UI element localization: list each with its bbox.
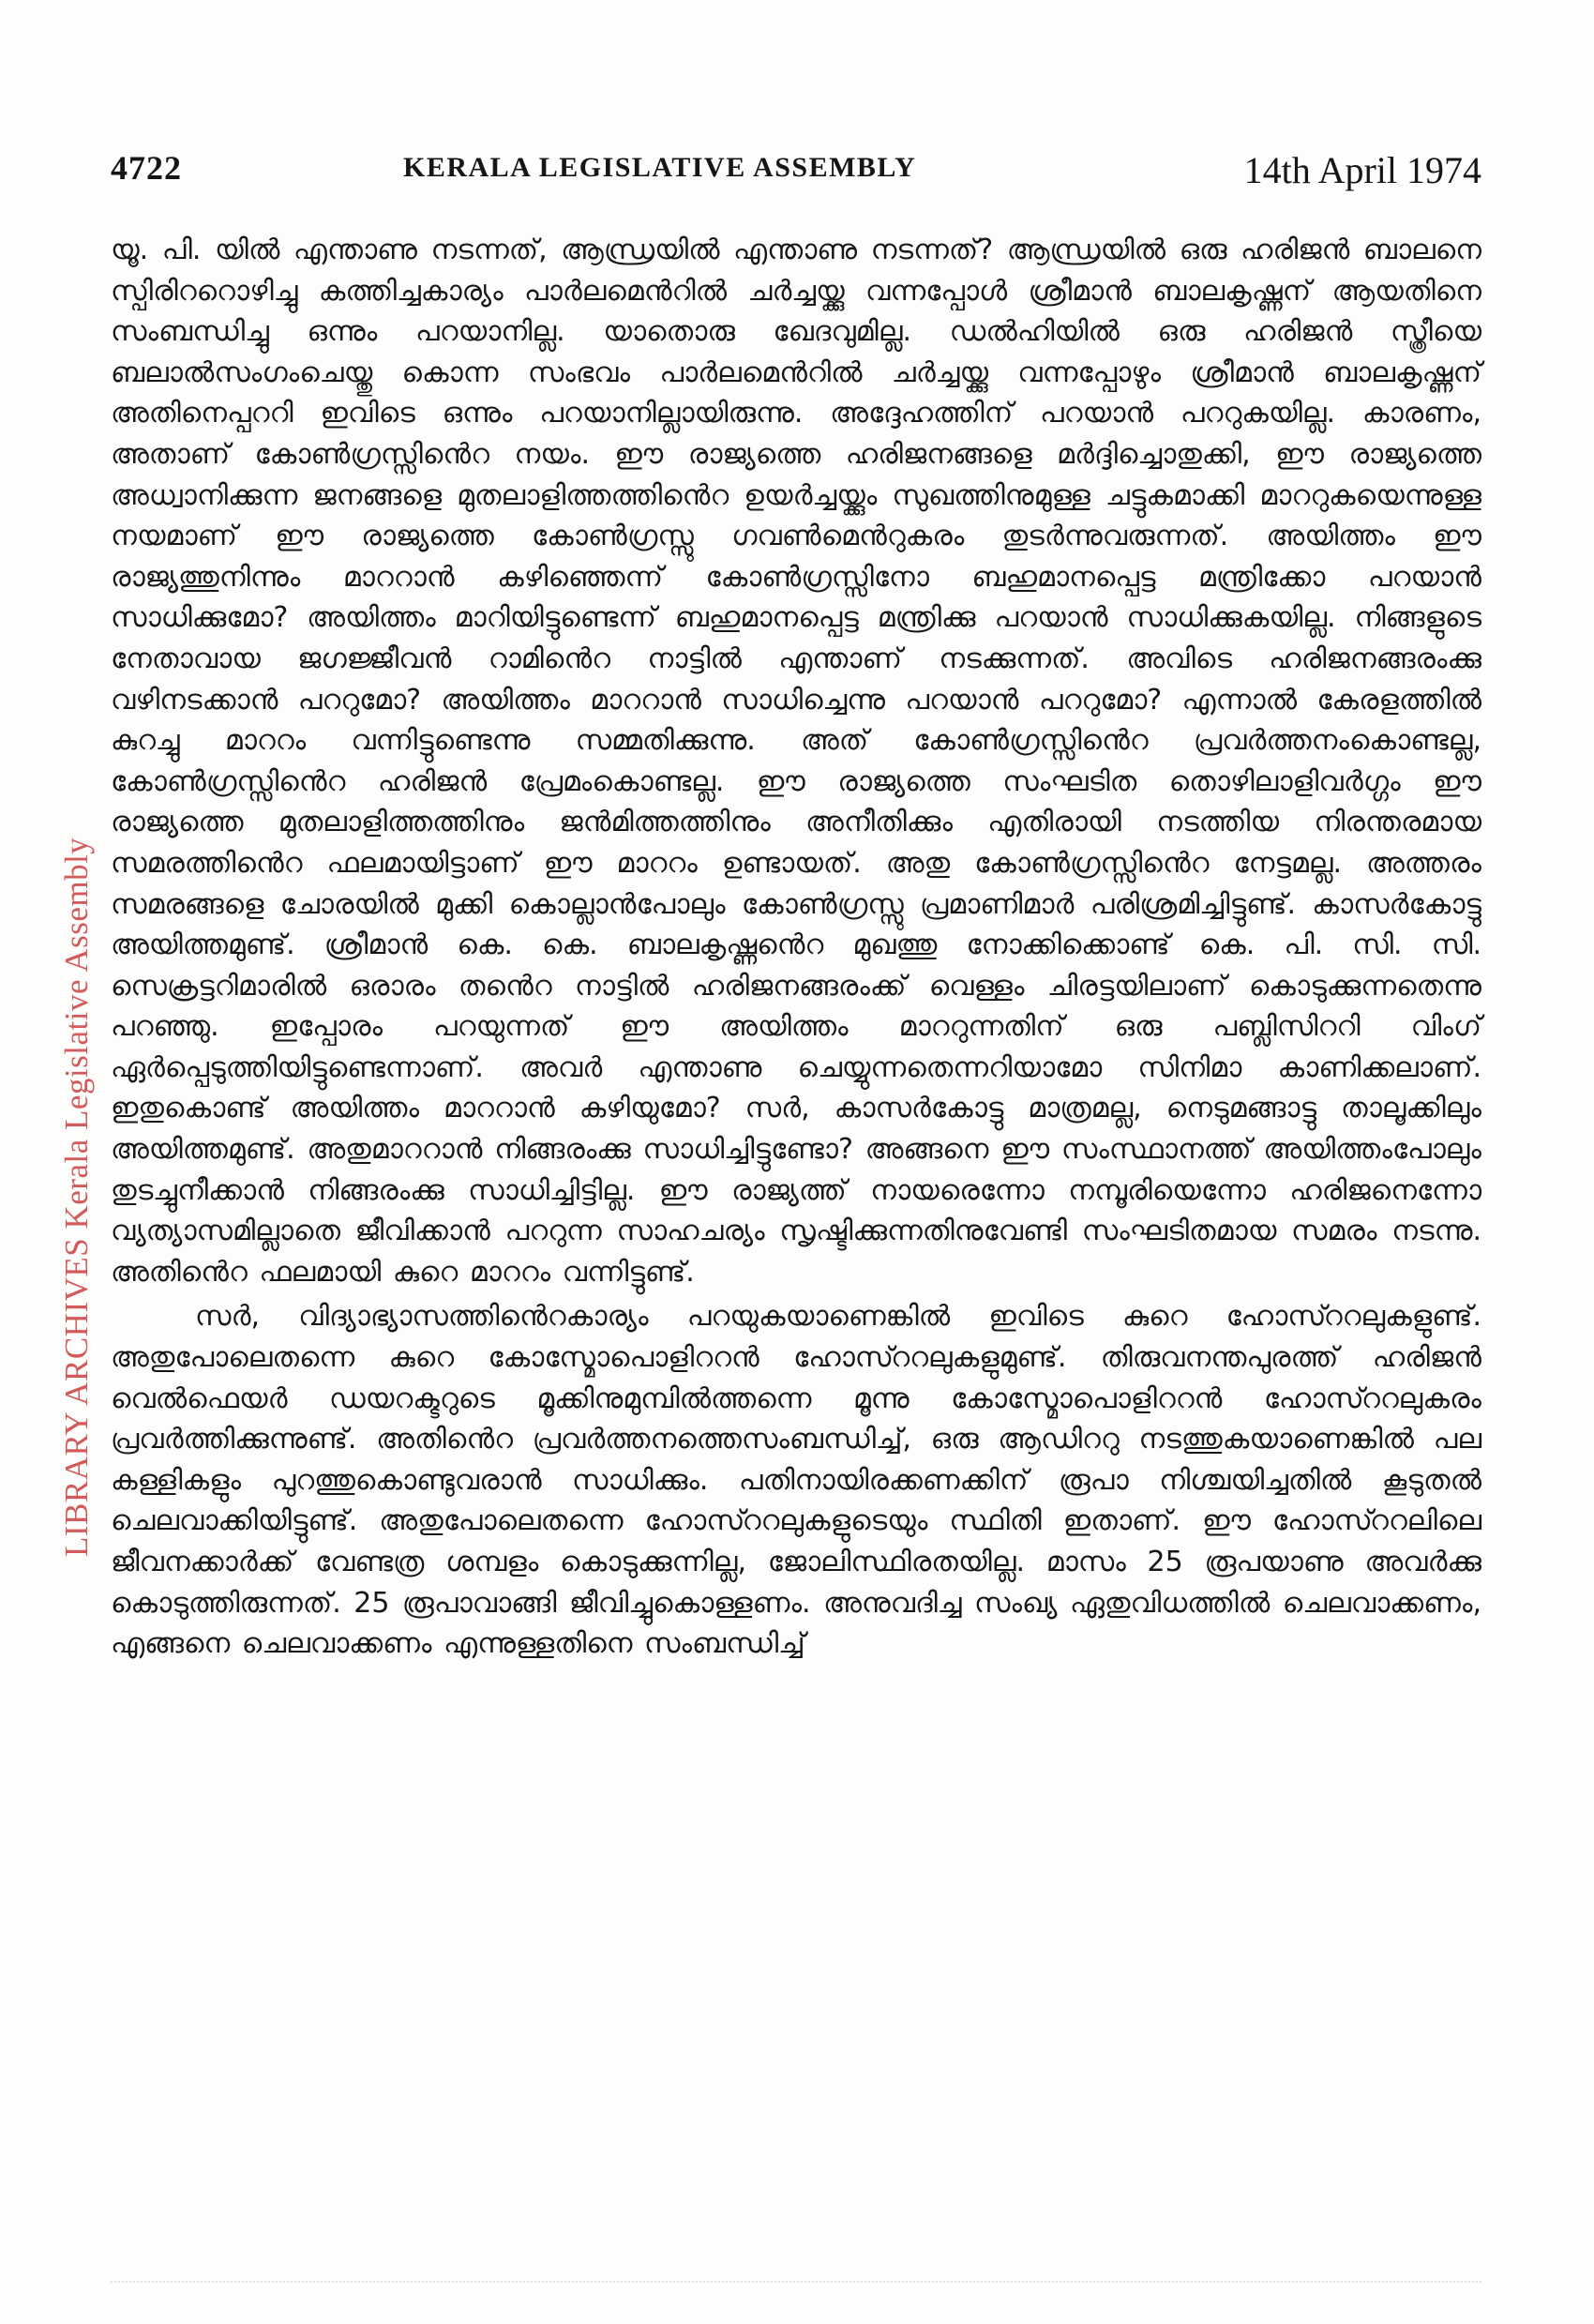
body-text: [111, 230, 1481, 1665]
page-header: [111, 148, 1481, 204]
scan-artifact-line: [111, 2281, 1481, 2301]
archive-watermark: LIBRARY ARCHIVES Kerala Legislative Assembly: [58, 837, 95, 1557]
paragraph-2: സർ, വിദ്യാഭ്യാസത്തിൻെറകാര്യം പറയുകയാണെങ്കിൽ ഇവിടെ കുറെ ഹോസ്ററലുകളുണ്ട്. അതുപോലെതന്നെ കുറെ കോസ്മോപൊളിററൻ ഹോസ്ററലുകളുമുണ്ട്. തിരുവനന്തപുരത്ത് ഹരിജൻ വെൽഫെയർ ഡയറക്ടറുടെ മൂക്കിനുമുമ്പിൽത്തന്നെ മൂന്നു കോസ്മോപൊളിററൻ ഹോസ്ററലുകരം പ്രവർത്തിക്കുന്നുണ്ട്. അതിൻെറ പ്രവർത്തനത്തെസംബന്ധിച്ച്, ഒരു ആഡിററു നടത്തുകയാണെങ്കിൽ പല കള്ളികളും പുറത്തുകൊണ്ടുവരാൻ സാധിക്കും. പതിനായിരക്കണക്കിന് രൂപാ നിശ്ചയിച്ചതിൽ കൂടുതൽ ചെലവാക്കിയിട്ടുണ്ട്. അതുപോലെതന്നെ ഹോസ്ററലുകളുടെയും സ്ഥിതി ഇതാണ്. ഈ ഹോസ്ററലിലെ ജീവനക്കാർക്ക് വേണ്ടത്ര ശമ്പളം കൊടുക്കുന്നില്ല, ജോലിസ്ഥിരതയില്ല. മാസം 25 രൂപയാണു അവർക്കു കൊടുത്തിരുന്നത്. 25 രൂപാവാങ്ങി ജീവിച്ചുകൊള്ളണം. അനുവദിച്ച സംഖ്യ ഏതുവിധത്തിൽ ചെലവാക്കണം, എങ്ങനെ ചെലവാക്കണം എന്നുള്ളതിനെ സംബന്ധിച്ച്: [111, 1300, 1481, 1661]
paragraph-1: യൂ. പി. യിൽ എന്താണു നടന്നത്, ആന്ധ്രയിൽ എന്താണു നടന്നത്? ആന്ധ്രയിൽ ഒരു ഹരിജൻ ബാലനെ സ്പിരിററൊഴിച്ചു കത്തിച്ചകാര്യം പാർലമെൻറിൽ ചർച്ചയ്ക്കു വന്നപ്പോൾ ശ്രീമാൻ ബാലകൃഷ്ണന് ആയതിനെ സംബന്ധിച്ചു ഒന്നും പറയാനില്ല. യാതൊരു ഖേദവുമില്ല. ഡൽഹിയിൽ ഒരു ഹരിജൻ സ്ത്രീയെ ബലാൽസംഗംചെയ്തു കൊന്ന സംഭവം പാർലമെൻറിൽ ചർച്ചയ്ക്കു വന്നപ്പോഴും ശ്രീമാൻ ബാലകൃഷ്ണന് അതിനെപ്പററി ഇവിടെ ഒന്നും പറയാനില്ലായിരുന്നു. അദ്ദേഹത്തിന് പറയാൻ പററുകയില്ല. കാരണം, അതാണ് കോൺഗ്രസ്സിൻെറ നയം. ഈ രാജ്യത്തെ ഹരിജനങ്ങളെ മർദ്ദിച്ചൊതുക്കി, ഈ രാജ്യത്തെ അധ്വാനിക്കുന്ന ജനങ്ങളെ മുതലാളിത്തത്തിൻെറ ഉയർച്ചയ്ക്കും സുഖത്തിനുമുള്ള ചട്ടുകമാക്കി മാററുകയെന്നുള്ള നയമാണ് ഈ രാജ്യത്തെ കോൺഗ്രസ്സു ഗവൺമെൻറുകരം തുടർന്നുവരുന്നത്. അയിത്തം ഈ രാജ്യത്തുനിന്നും മാററാൻ കഴിഞ്ഞെന്ന് കോൺഗ്രസ്സിനോ ബഹുമാനപ്പെട്ട മന്ത്രിക്കോ പറയാൻ സാധിക്കുമോ? അയിത്തം മാറിയിട്ടുണ്ടെന്ന് ബഹുമാനപ്പെട്ട മന്ത്രിക്കു പറയാൻ സാധിക്കുകയില്ല. നിങ്ങളുടെ നേതാവായ ജഗജ്ജീവൻ റാമിൻെറ നാട്ടിൽ എന്താണ് നടക്കുന്നത്. അവിടെ ഹരിജനങ്ങരംക്കു വഴിനടക്കാൻ പററുമോ? അയിത്തം മാററാൻ സാധിച്ചെന്നു പറയാൻ പററുമോ? എന്നാൽ കേരളത്തിൽ കുറച്ചു മാററം വന്നിട്ടുണ്ടെന്നു സമ്മതിക്കുന്നു. അത് കോൺഗ്രസ്സിൻെറ പ്രവർത്തനംകൊണ്ടല്ല, കോൺഗ്രസ്സിൻെറ ഹരിജൻ പ്രേമംകൊണ്ടല്ല. ഈ രാജ്യത്തെ സംഘടിത തൊഴിലാളിവർഗ്ഗം ഈ രാജ്യത്തെ മുതലാളിത്തത്തിനും ജൻമിത്തത്തിനും അനീതിക്കും എതിരായി നടത്തിയ നിരന്തരമായ സമരത്തിൻെറ ഫലമായിട്ടാണ് ഈ മാററം ഉണ്ടായത്. അതു കോൺഗ്രസ്സിൻെറ നേട്ടമല്ല. അത്തരം സമരങ്ങളെ ചോരയിൽ മുക്കി കൊല്ലാൻപോലും കോൺഗ്രസ്സു പ്രമാണിമാർ പരിശ്രമിച്ചിട്ടുണ്ട്. കാസർകോട്ടു അയിത്തമുണ്ട്. ശ്രീമാൻ കെ. കെ. ബാലകൃഷ്ണൻെറ മുഖത്തു നോക്കിക്കൊണ്ട് കെ. പി. സി. സി. സെക്രട്ടറിമാരിൽ ഒരാരം തൻെറ നാട്ടിൽ ഹരിജനങ്ങരംക്ക് വെള്ളം ചിരട്ടയിലാണ് കൊടുക്കുന്നതെന്നു പറഞ്ഞു. ഇപ്പോരം പറയുന്നത് ഈ അയിത്തം മാററുന്നതിന് ഒരു പബ്ലിസിററി വിംഗ് ഏർപ്പെടുത്തിയിട്ടുണ്ടെന്നാണ്. അവർ എന്താണു ചെയ്യുന്നതെന്നറിയാമോ സിനിമാ കാണിക്കലാണ്. ഇതുകൊണ്ട് അയിത്തം മാററാൻ കഴിയുമോ? സർ, കാസർകോട്ടു മാത്രമല്ല, നെടുമങ്ങാട്ടു താലൂക്കിലും അയിത്തമുണ്ട്. അതുമാററാൻ നിങ്ങരംക്കു സാധിച്ചിട്ടുണ്ടോ? അങ്ങനെ ഈ സംസ്ഥാനത്ത് അയിത്തംപോലും തുടച്ചുനീക്കാൻ നിങ്ങരംക്കു സാധിച്ചിട്ടില്ല. ഈ രാജ്യത്ത് നായരെന്നോ നമ്പൂരിയെന്നോ ഹരിജനെന്നോ വ്യത്യാസമില്ലാതെ ജീവിക്കാൻ പററുന്ന സാഹചര്യം സൃഷ്ടിക്കുന്നതിനുവേണ്ടി സംഘടിതമായ സമരം നടന്നു. അതിൻെറ ഫലമായി കുറെ മാററം വന്നിട്ടുണ്ട്.: [111, 234, 1481, 1289]
running-title: KERALA LEGISLATIVE ASSEMBLY: [403, 152, 917, 183]
page-number: 4722: [111, 149, 182, 187]
header-date: 14th April 1974: [1243, 149, 1481, 191]
